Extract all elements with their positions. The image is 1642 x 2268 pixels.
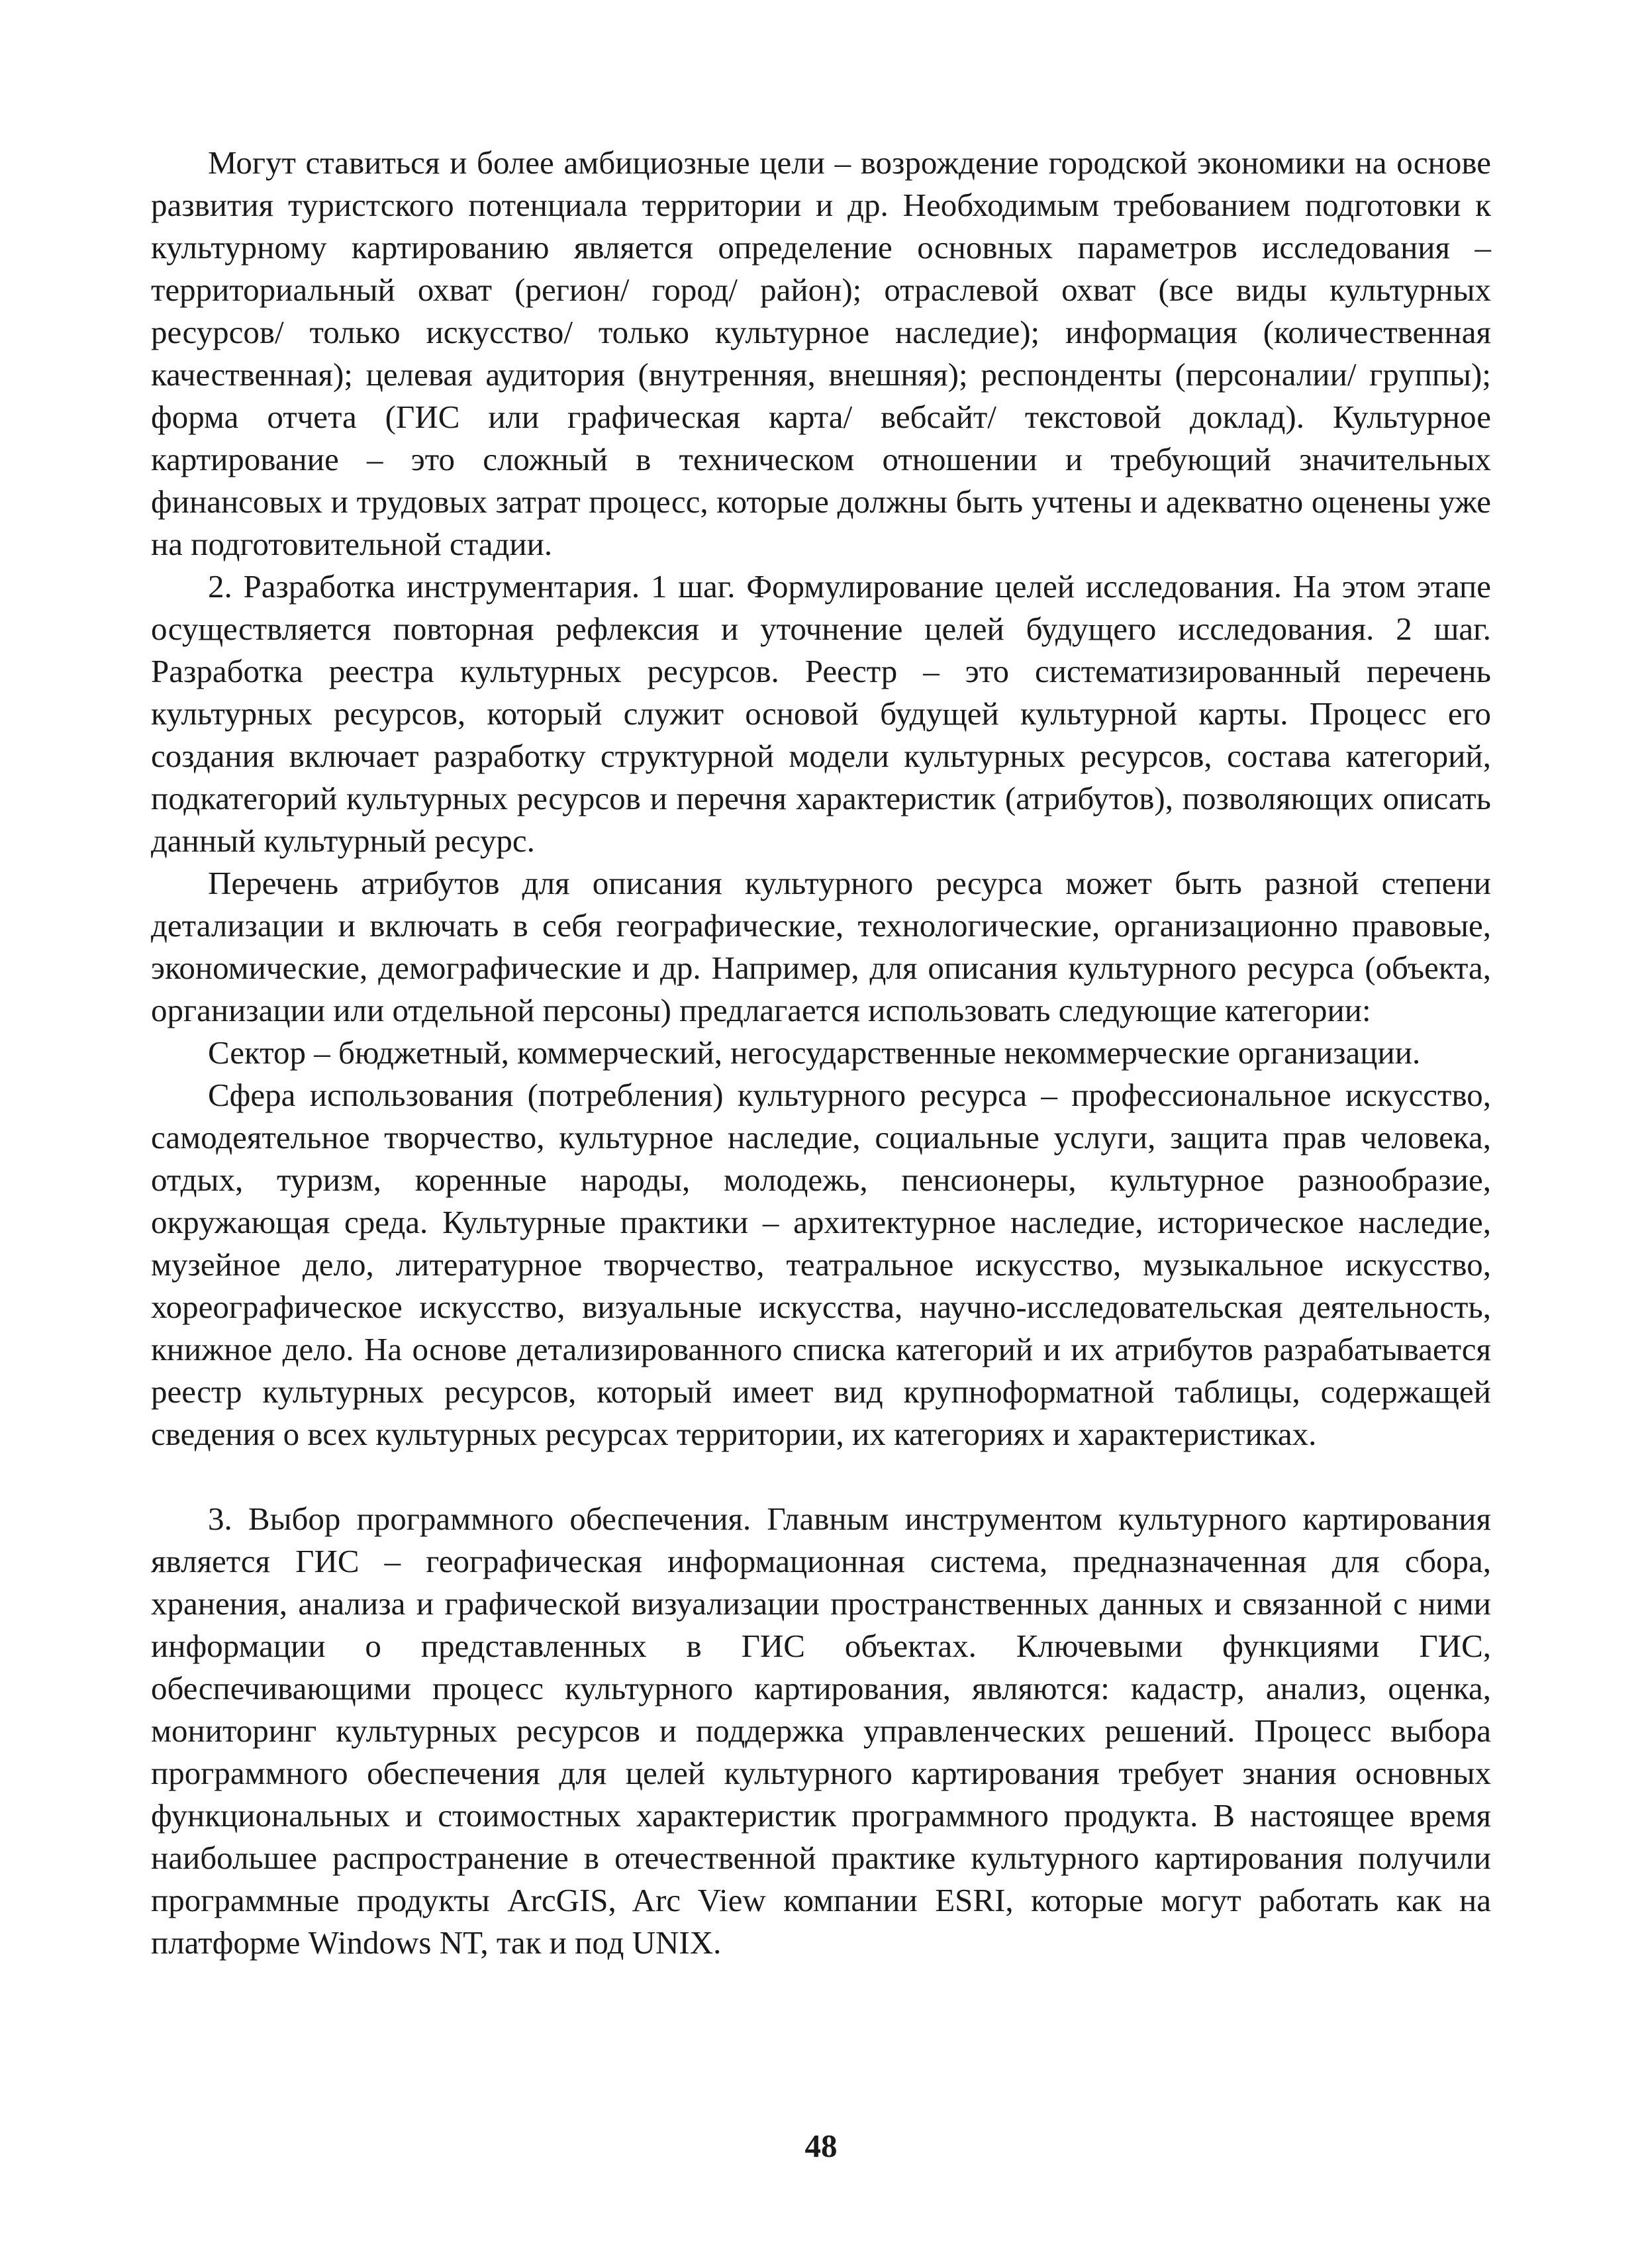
- paragraph-software: 3. Выбор программного обеспечения. Главным инструментом культурного картирования является ГИС – географическая информационная система, предназначенная для сбора, хранения, анализа и графической визуализации пространственных данных и связанной с ними информации о представленных в ГИС объектах. Ключевыми функциями ГИС, обеспечивающими процесс культурного картирования, являются: кадастр, анализ, оценка, мониторинг культурных ресурсов и поддержка управленческих решений. Процесс выбора программного обеспечения для целей культурного картирования требует знания основных функциональных и стоимостных характеристик программного продукта. В настоящее время наибольшее распространение в отечественной практике культурного картирования получили программные продукты ArcGIS, Arc View компании ESRI, которые могут работать как на платформе Windows NT, так и под UNIX.: [151, 1501, 1491, 1961]
- paragraph-sphere: Сфера использования (потребления) культурного ресурса – профессиональное искусство, самодеятельное творчество, культурное наследие, социальные услуги, защита прав человека, отдых, туризм, коренные народы, молодежь, пенсионеры, культурное разнообразие, окружающая среда. Культурные практики – архитектурное наследие, историческое наследие, музейное дело, литературное творчество, театральное искусство, музыкальное искусство, хореографическое искусство, визуальные искусства, научно-исследовательская деятельность, книжное дело. На основе детализированного списка категорий и их атрибутов разрабатывается реестр культурных ресурсов, который имеет вид крупноформатной таблицы, содержащей сведения о всех культурных ресурсах территории, их категориях и характеристиках.: [151, 1077, 1491, 1452]
- body-text: [151, 142, 1491, 1964]
- page-number: 48: [804, 2128, 838, 2164]
- paragraph-attributes: Перечень атрибутов для описания культурного ресурса может быть разной степени детализации и включать в себя географические, технологические, организационно правовые, экономические, демографические и др. Например, для описания культурного ресурса (объекта, организации или отдельной персоны) предлагается использовать следующие категории:: [151, 865, 1491, 1028]
- paragraph-goals: Могут ставиться и более амбициозные цели – возрождение городской экономики на основе развития туристского потенциала территории и др. Необходимым требованием подготовки к культурному картированию является определение основных параметров исследования – территориальный охват (регион/ город/ район); отраслевой охват (все виды культурных ресурсов/ только искусство/ только культурное наследие); информация (количественная качественная); целевая аудитория (внутренняя, внешняя); респонденты (персоналии/ группы); форма отчета (ГИС или графическая карта/ вебсайт/ текстовой доклад). Культурное картирование – это сложный в техническом отношении и требующий значительных финансовых и трудовых затрат процесс, которые должны быть учтены и адекватно оценены уже на подготовительной стадии.: [151, 144, 1491, 562]
- paragraph-sector: Сектор – бюджетный, коммерческий, негосударственные некоммерческие организации.: [208, 1034, 1421, 1071]
- paragraph-toolkit: 2. Разработка инструментария. 1 шаг. Формулирование целей исследования. На этом этапе осуществляется повторная рефлексия и уточнение целей будущего исследования. 2 шаг. Разработка реестра культурных ресурсов. Реестр – это систематизированный перечень культурных ресурсов, который служит основой будущей культурной карты. Процесс его создания включает разработку структурной модели культурных ресурсов, состава категорий, подкатегорий культурных ресурсов и перечня характеристик (атрибутов), позволяющих описать данный культурный ресурс.: [151, 568, 1491, 859]
